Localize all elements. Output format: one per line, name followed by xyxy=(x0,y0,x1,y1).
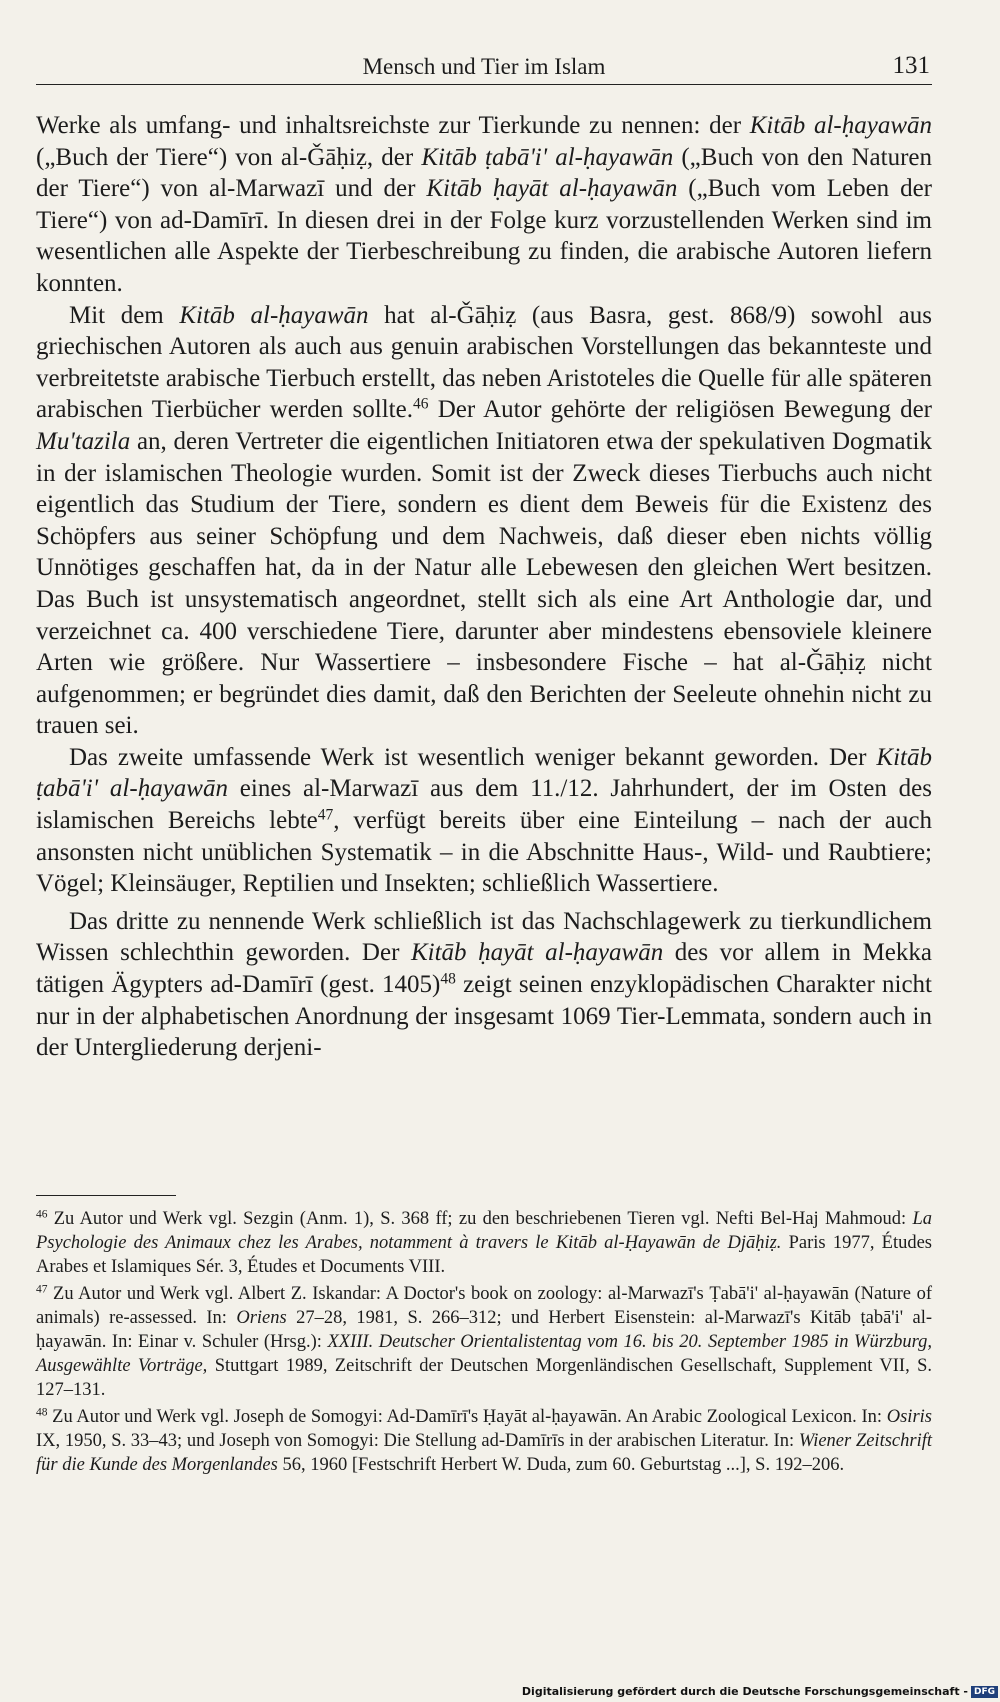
page-header xyxy=(36,50,932,85)
text-run: eines al-Marwazī aus dem 11./12. Jahrhundert, der im Osten des islamischen Bereichs lebte xyxy=(36,775,932,835)
paragraph xyxy=(36,906,932,1064)
page-number: 131 xyxy=(892,52,930,79)
text-run: Mit dem xyxy=(69,301,180,329)
digitization-note: Digitalisierung gefördert durch die Deutsche Forschungsgemeinschaft - xyxy=(521,1685,968,1698)
footnote-ref: 46 xyxy=(412,395,429,413)
italic-title: La Psychologie des Animaux chez les Arabes, notamment à travers le Kitāb al-Ḥayawān de Djāḥiẓ. xyxy=(36,1209,932,1254)
footnote xyxy=(36,1207,932,1280)
text-run: Stuttgart 1989, Zeitschrift der Deutschen Morgenländischen Gesellschaft, Supplement VII, S. 127–131. xyxy=(36,1356,932,1401)
text-run: Das dritte zu nennende Werk schließlich ist das Nachschlagewerk zu tierkundlichem Wissen schlechthin geworden. Der xyxy=(36,907,932,967)
italic-title: Osiris xyxy=(886,1406,932,1427)
italic-title: Kitāb ḥayāt al-ḥayawān xyxy=(426,175,678,203)
paragraph xyxy=(36,742,932,900)
italic-title: Kitāb ḥayāt al-ḥayawān xyxy=(410,939,664,967)
footnotes xyxy=(36,1207,932,1479)
text-run: des vor allem in Mekka tätigen Ägypters ad-Damīrī (gest. 1405) xyxy=(36,939,932,999)
text-run: Der Autor gehörte der religiösen Bewegung der xyxy=(428,396,932,424)
italic-title: Kitāb ṭabā'i' al-ḥayawān xyxy=(421,143,674,171)
text-run: zeigt seinen enzyklopädischen Charakter nicht nur in der alphabetischen Anordnung der insgesamt 1069 Tier-Lemmata, sondern auch in der Untergliederung derjeni- xyxy=(36,971,932,1062)
footnote-divider xyxy=(36,1195,176,1196)
dfg-logo: DFG xyxy=(971,1686,998,1698)
italic-title: XXIII. Deutscher Orientalistentag vom 16. bis 20. September 1985 in Würzburg, Ausgewählte Vorträge, xyxy=(36,1332,932,1377)
text-run: IX, 1950, S. 33–43; und Joseph von Somogyi: Die Stellung ad-Damīrīs in der arabischen Literatur. In: xyxy=(36,1430,799,1451)
paragraph xyxy=(36,300,932,742)
italic-title: Kitāb ṭabā'i' al-ḥayawān xyxy=(36,743,932,803)
main-text xyxy=(36,110,932,1064)
paragraph xyxy=(36,110,932,300)
footnote-ref: 47 xyxy=(317,806,334,824)
text-run: 56, 1960 [Festschrift Herbert W. Duda, zum 60. Geburtstag ...], S. 192–206. xyxy=(277,1455,845,1476)
text-run: Zu Autor und Werk vgl. Joseph de Somogyi: Ad-Damīrī's Ḥayāt al-ḥayawān. An Arabic Zoological Lexicon. In: xyxy=(47,1406,887,1427)
text-run: Zu Autor und Werk vgl. Sezgin (Anm. 1), S. 368 ff; zu den beschriebenen Tieren vgl. Nefti Bel-Haj Mahmoud: xyxy=(47,1209,913,1229)
italic-title: Oriens xyxy=(236,1307,287,1328)
italic-title: Mu'tazila xyxy=(36,427,131,455)
text-run: Das zweite umfassende Werk ist wesentlich weniger bekannt geworden. Der xyxy=(69,743,877,771)
italic-title: Kitāb al-ḥayawān xyxy=(749,112,933,139)
text-run: Werke als umfang- und inhaltsreichste zur Tierkunde zu nennen: der xyxy=(36,112,750,139)
footnote-ref: 48 xyxy=(36,1406,48,1419)
running-head: Mensch und Tier im Islam xyxy=(362,54,606,79)
text-run: Zu Autor und Werk vgl. Albert Z. Iskandar: A Doctor's book on zoology: al-Marwazī's Ṭabā'i' al-ḥayawān (Nature of animals) re-assessed. In: xyxy=(36,1283,932,1328)
digitization-credit xyxy=(522,1683,998,1700)
footnote-ref: 48 xyxy=(440,970,456,988)
footnote-ref: 46 xyxy=(36,1208,48,1221)
text-run: Paris 1977, Études Arabes et Islamiques Sér. 3, Études et Documents VIII. xyxy=(36,1233,932,1278)
text-run: („Buch vom Leben der Tiere“) von ad-Damīrī. In diesen drei in der Folge kurz vorzustellenden Werken sind im wesentlichen alle Aspekte der Tierbeschreibung zu finden, die arabische Autoren liefern konnten. xyxy=(36,175,932,297)
text-run: hat al-Ǧāḥiẓ (aus Basra, gest. 868/9) sowohl aus griechischen Autoren als auch aus genuin arabischen Vorstellungen das bekannteste und verbreitetste arabische Tierbuch erstellt, das neben Aristoteles die Quelle für alle späteren arabischen Tierbücher werden sollte. xyxy=(36,301,932,424)
italic-title: Kitāb al-ḥayawān xyxy=(179,301,369,329)
text-run: an, deren Vertreter die eigentlichen Initiatoren etwa der spekulativen Dogmatik in der islamischen Theologie wurden. Somit ist der Zweck dieses Tierbuchs auch nicht eigentlich das Studium der Tiere, sondern es dient dem Beweis für die Existenz des Schöpfers aus seiner Schöpfung und dem Nachweis, daß dieser eben nichts völlig Unnötiges geschaffen hat, da in der Natur alle Lebewesen den gleichen Wert besitzen. Das Buch ist unsystematisch angeordnet, stellt sich als eine Art Anthologie dar, und verzeichnet ca. 400 verschiedene Tiere, darunter aber mindestens ebensoviele kleinere Arten wie größere. Nur Wassertiere – insbesondere Fische – hat al-Ǧāḥiẓ nicht aufgenommen; er begründet dies damit, daß den Berichten der Seeleute ohnehin nicht zu trauen sei. xyxy=(36,427,932,740)
footnote xyxy=(36,1405,932,1478)
footnote xyxy=(36,1282,932,1403)
text-run: („Buch der Tiere“) von al-Ǧāḥiẓ, der xyxy=(36,143,422,171)
italic-title: Wiener Zeitschrift für die Kunde des Morgenlandes xyxy=(36,1430,932,1476)
text-run: , verfügt bereits über eine Einteilung – nach der auch ansonsten nicht unüblichen Systematik – in die Abschnitte Haus-, Wild- und Raubtiere; Vögel; Kleinsäuger, Reptilien und Insekten; schließlich Wassertiere. xyxy=(36,807,932,898)
text-run: 27–28, 1981, S. 266–312; und Herbert Eisenstein: al-Marwazī's Kitāb ṭabā'i' al-ḥayawān. In: Einar v. Schuler (Hrsg.): xyxy=(36,1307,933,1353)
footnote-ref: 47 xyxy=(36,1283,48,1296)
text-run: („Buch von den Naturen der Tiere“) von al-Marwazī und der xyxy=(36,143,932,203)
